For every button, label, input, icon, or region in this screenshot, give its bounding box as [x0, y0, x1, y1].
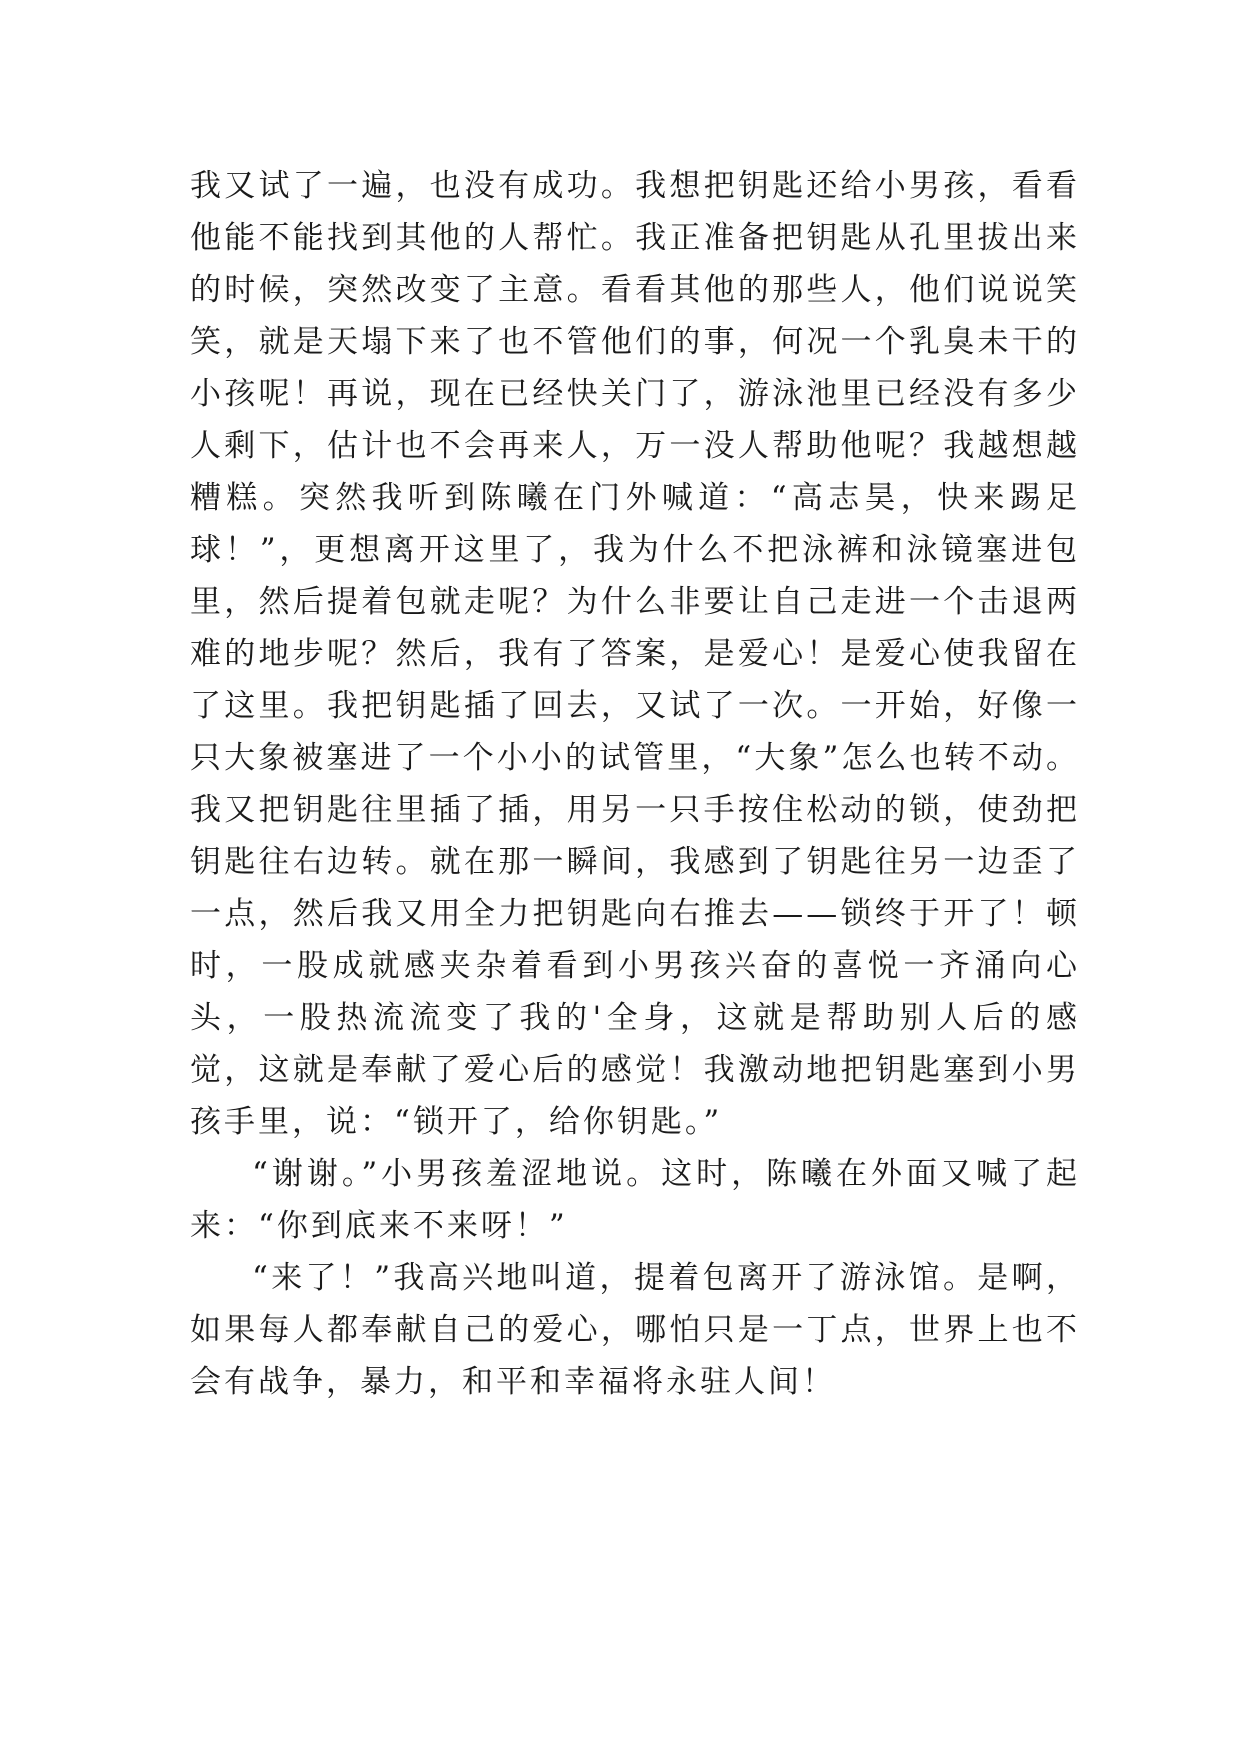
paragraph-3: “来了！”我高兴地叫道，提着包离开了游泳馆。是啊，如果每人都奉献自己的爱心，哪怕只是一丁点，世界上也不会有战争，暴力，和平和幸福将永驻人间！ [190, 1260, 1080, 1400]
paragraph-1: 我又试了一遍，也没有成功。我想把钥匙还给小男孩，看看他能不能找到其他的人帮忙。我正准备把钥匙从孔里拔出来的时候，突然改变了主意。看看其他的那些人，他们说说笑笑，就是天塌下来了也不管他们的事，何况一个乳臭未干的小孩呢！再说，现在已经快关门了，游泳池里已经没有多少人剩下，估计也不会再来人，万一没人帮助他呢？我越想越糟糕。突然我听到陈曦在门外喊道：“高志昊，快来踢足球！”，更想离开这里了，我为什么不把泳裤和泳镜塞进包里，然后提着包就走呢？为什么非要让自己走进一个击退两难的地步呢？然后，我有了答案，是爱心！是爱心使我留在了这里。我把钥匙插了回去，又试了一次。一开始，好像一只大象被塞进了一个小小的试管里，“大象”怎么也转不动。我又把钥匙往里插了插，用另一只手按住松动的锁，使劲把钥匙往右边转。就在那一瞬间，我感到了钥匙往另一边歪了一点，然后我又用全力把钥匙向右推去——锁终于开了！顿时，一股成就感夹杂着看到小男孩兴奋的喜悦一齐涌向心头，一股热流流变了我的'全身，这就是帮助别人后的感觉，这就是奉献了爱心后的感觉！我激动地把钥匙塞到小男孩手里，说：“锁开了，给你钥匙。” [190, 168, 1080, 1140]
paragraph-2: “谢谢。”小男孩羞涩地说。这时，陈曦在外面又喊了起来：“你到底来不来呀！” [190, 1156, 1080, 1244]
document-body [190, 160, 1080, 1408]
